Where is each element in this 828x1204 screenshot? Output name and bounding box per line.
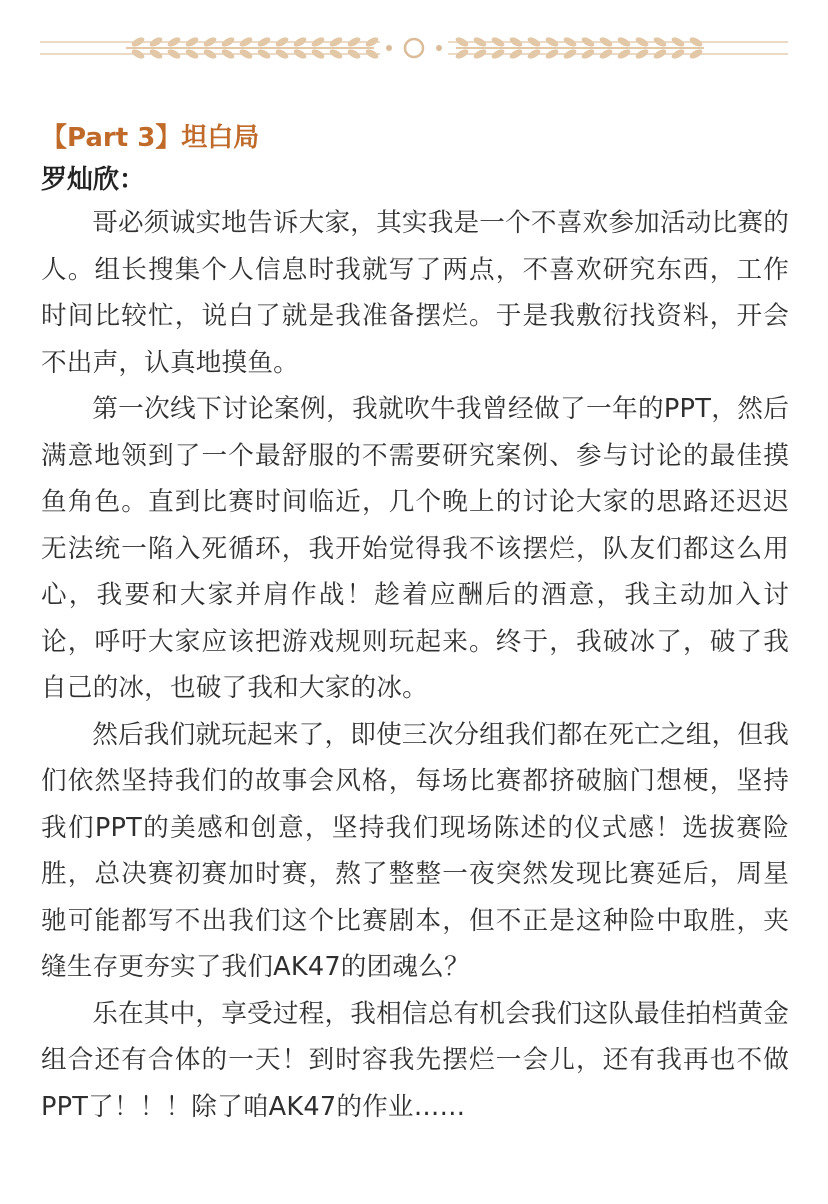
wheat-right-icon	[454, 35, 704, 60]
article-content	[41, 118, 789, 1130]
wheat-ornament-divider	[0, 20, 828, 76]
paragraph: 哥必须诚实地告诉大家，其实我是一个不喜欢参加活动比赛的人。组长搜集个人信息时我就写了两点，不喜欢研究东西，工作时间比较忙，说白了就是我准备摆烂。于是我敷衍找资料，开会不出声，认真地摸鱼。	[41, 208, 789, 378]
speaker-name: 罗灿欣：	[41, 165, 146, 195]
section-title: 【Part 3】坦白局	[41, 123, 260, 153]
paragraph: 乐在其中，享受过程，我相信总有机会我们这队最佳拍档黄金组合还有合体的一天！到时容我先摆烂一会儿，还有我再也不做PPT了！！！除了咱AK47的作业……	[41, 998, 789, 1122]
wheat-left-icon	[126, 35, 380, 60]
paragraph: 第一次线下讨论案例，我就吹牛我曾经做了一年的PPT，然后满意地领到了一个最舒服的不需要研究案例、参与讨论的最佳摸鱼角色。直到比赛时间临近，几个晚上的讨论大家的思路还迟迟无法统一陷入死循环，我开始觉得我不该摆烂，队友们都这么用心，我要和大家并肩作战！趁着应酬后的酒意，我主动加入讨论，呼吁大家应该把游戏规则玩起来。终于，我破冰了，破了我自己的冰，也破了我和大家的冰。	[41, 394, 789, 703]
center-ring-icon	[386, 39, 442, 57]
paragraph: 然后我们就玩起来了，即使三次分组我们都在死亡之组，但我们依然坚持我们的故事会风格，每场比赛都挤破脑门想梗，坚持我们PPT的美感和创意，坚持我们现场陈述的仪式感！选拔赛险胜，总决赛初赛加时赛，熬了整整一夜突然发现比赛延后，周星驰可能都写不出我们这个比赛剧本，但不正是这种险中取胜，夹缝生存更夯实了我们AK47的团魂么？	[41, 719, 789, 982]
